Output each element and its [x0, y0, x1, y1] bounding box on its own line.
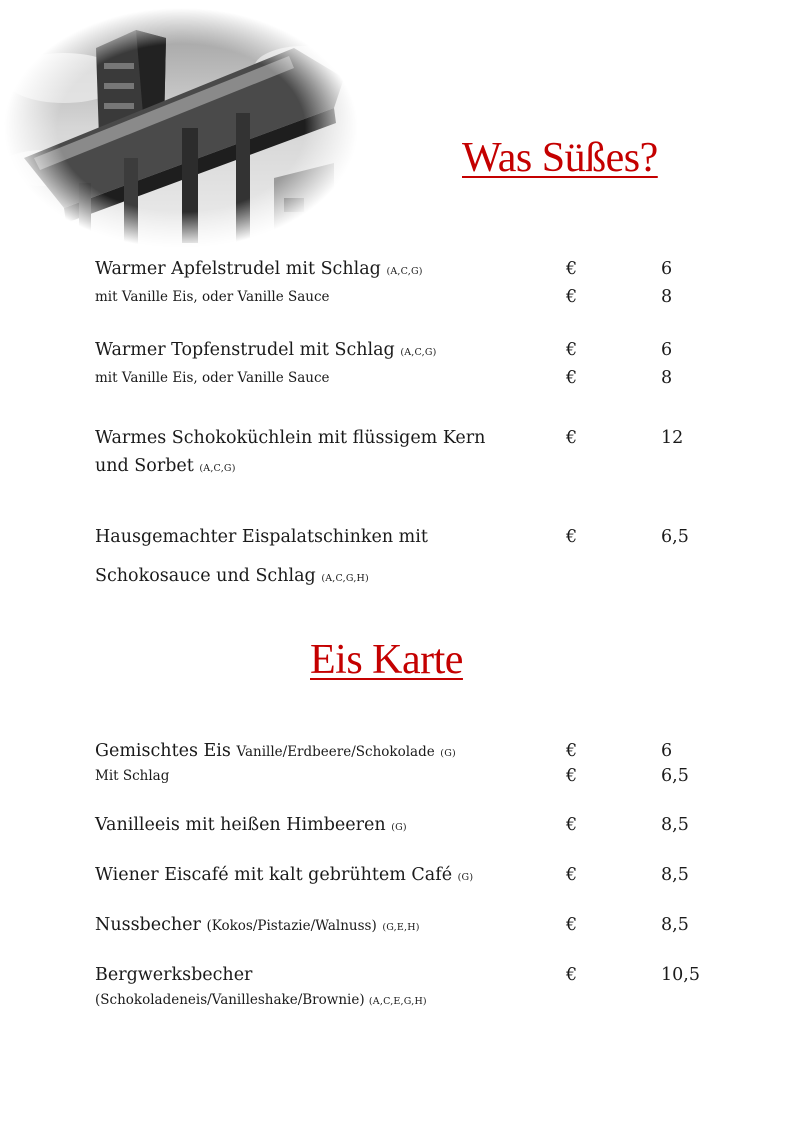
- price: 8,5: [661, 815, 689, 835]
- allergen-codes: (A,C,G): [199, 463, 236, 474]
- item-name: mit Vanille Eis, oder Vanille Sauce: [95, 370, 330, 386]
- price: 6: [661, 741, 673, 761]
- menu-item-continuation: [0, 987, 793, 1013]
- item-detail: Vanille/Erdbeere/Schokolade: [236, 744, 435, 760]
- currency: €: [566, 340, 578, 360]
- item-name: Warmer Apfelstrudel mit Schlag (A,C,G): [95, 259, 423, 279]
- allergen-codes: (A,C,G): [400, 347, 437, 358]
- item-name: Bergwerksbecher: [95, 965, 253, 985]
- menu-item: [0, 962, 793, 988]
- currency: €: [566, 915, 578, 935]
- currency: €: [566, 287, 578, 307]
- menu-item: [0, 912, 793, 938]
- item-name: Nussbecher (Kokos/Pistazie/Walnuss) (G,E,H): [95, 915, 420, 935]
- header-photo: [4, 8, 358, 248]
- allergen-codes: (G): [440, 748, 456, 759]
- item-name: Vanilleeis mit heißen Himbeeren (G): [95, 815, 407, 835]
- price: 6: [661, 340, 673, 360]
- menu-item-option: [0, 284, 793, 310]
- price: 6,5: [661, 527, 689, 547]
- menu-item: [0, 256, 793, 282]
- currency: €: [566, 527, 578, 547]
- price: 10,5: [661, 965, 700, 985]
- menu-item-continuation: [0, 563, 793, 589]
- menu-item: [0, 812, 793, 838]
- price: 6,5: [661, 766, 689, 786]
- item-name: Wiener Eiscafé mit kalt gebrühtem Café (G): [95, 865, 474, 885]
- item-detail: (Kokos/Pistazie/Walnuss): [206, 918, 377, 934]
- allergen-codes: (A,C,G,H): [321, 573, 369, 584]
- item-name: Hausgemachter Eispalatschinken mit: [95, 527, 428, 547]
- currency: €: [566, 965, 578, 985]
- price: 8: [661, 368, 673, 388]
- allergen-codes: (G): [391, 822, 407, 833]
- allergen-codes: (G,E,H): [382, 922, 420, 933]
- section-heading-ice-cream: Eis Karte: [310, 637, 463, 683]
- currency: €: [566, 865, 578, 885]
- menu-item-continuation: [0, 453, 793, 479]
- item-name: Schokosauce und Schlag (A,C,G,H): [95, 566, 369, 586]
- menu-item: [0, 337, 793, 363]
- currency: €: [566, 368, 578, 388]
- item-name: Warmes Schokoküchlein mit flüssigem Kern: [95, 428, 486, 448]
- menu-item: [0, 862, 793, 888]
- currency: €: [566, 815, 578, 835]
- price: 8,5: [661, 865, 689, 885]
- allergen-codes: (A,C,G): [386, 266, 423, 277]
- price: 12: [661, 428, 684, 448]
- price: 8: [661, 287, 673, 307]
- menu-item-option: [0, 763, 793, 789]
- currency: €: [566, 766, 578, 786]
- item-name: Mit Schlag: [95, 768, 170, 784]
- item-name: und Sorbet (A,C,G): [95, 456, 236, 476]
- item-name: mit Vanille Eis, oder Vanille Sauce: [95, 289, 330, 305]
- menu-item-option: [0, 365, 793, 391]
- currency: €: [566, 259, 578, 279]
- price: 6: [661, 259, 673, 279]
- menu-item: [0, 524, 793, 550]
- item-name: Gemischtes Eis Vanille/Erdbeere/Schokolade (G): [95, 741, 456, 761]
- price: 8,5: [661, 915, 689, 935]
- menu-item: [0, 738, 793, 764]
- currency: €: [566, 741, 578, 761]
- item-name: Warmer Topfenstrudel mit Schlag (A,C,G): [95, 340, 437, 360]
- item-name: (Schokoladeneis/Vanilleshake/Brownie) (A,C,E,G,H): [95, 992, 427, 1008]
- currency: €: [566, 428, 578, 448]
- allergen-codes: (G): [457, 872, 474, 883]
- allergen-codes: (A,C,E,G,H): [368, 996, 427, 1007]
- section-heading-desserts: Was Süßes?: [462, 135, 658, 181]
- menu-item: [0, 425, 793, 451]
